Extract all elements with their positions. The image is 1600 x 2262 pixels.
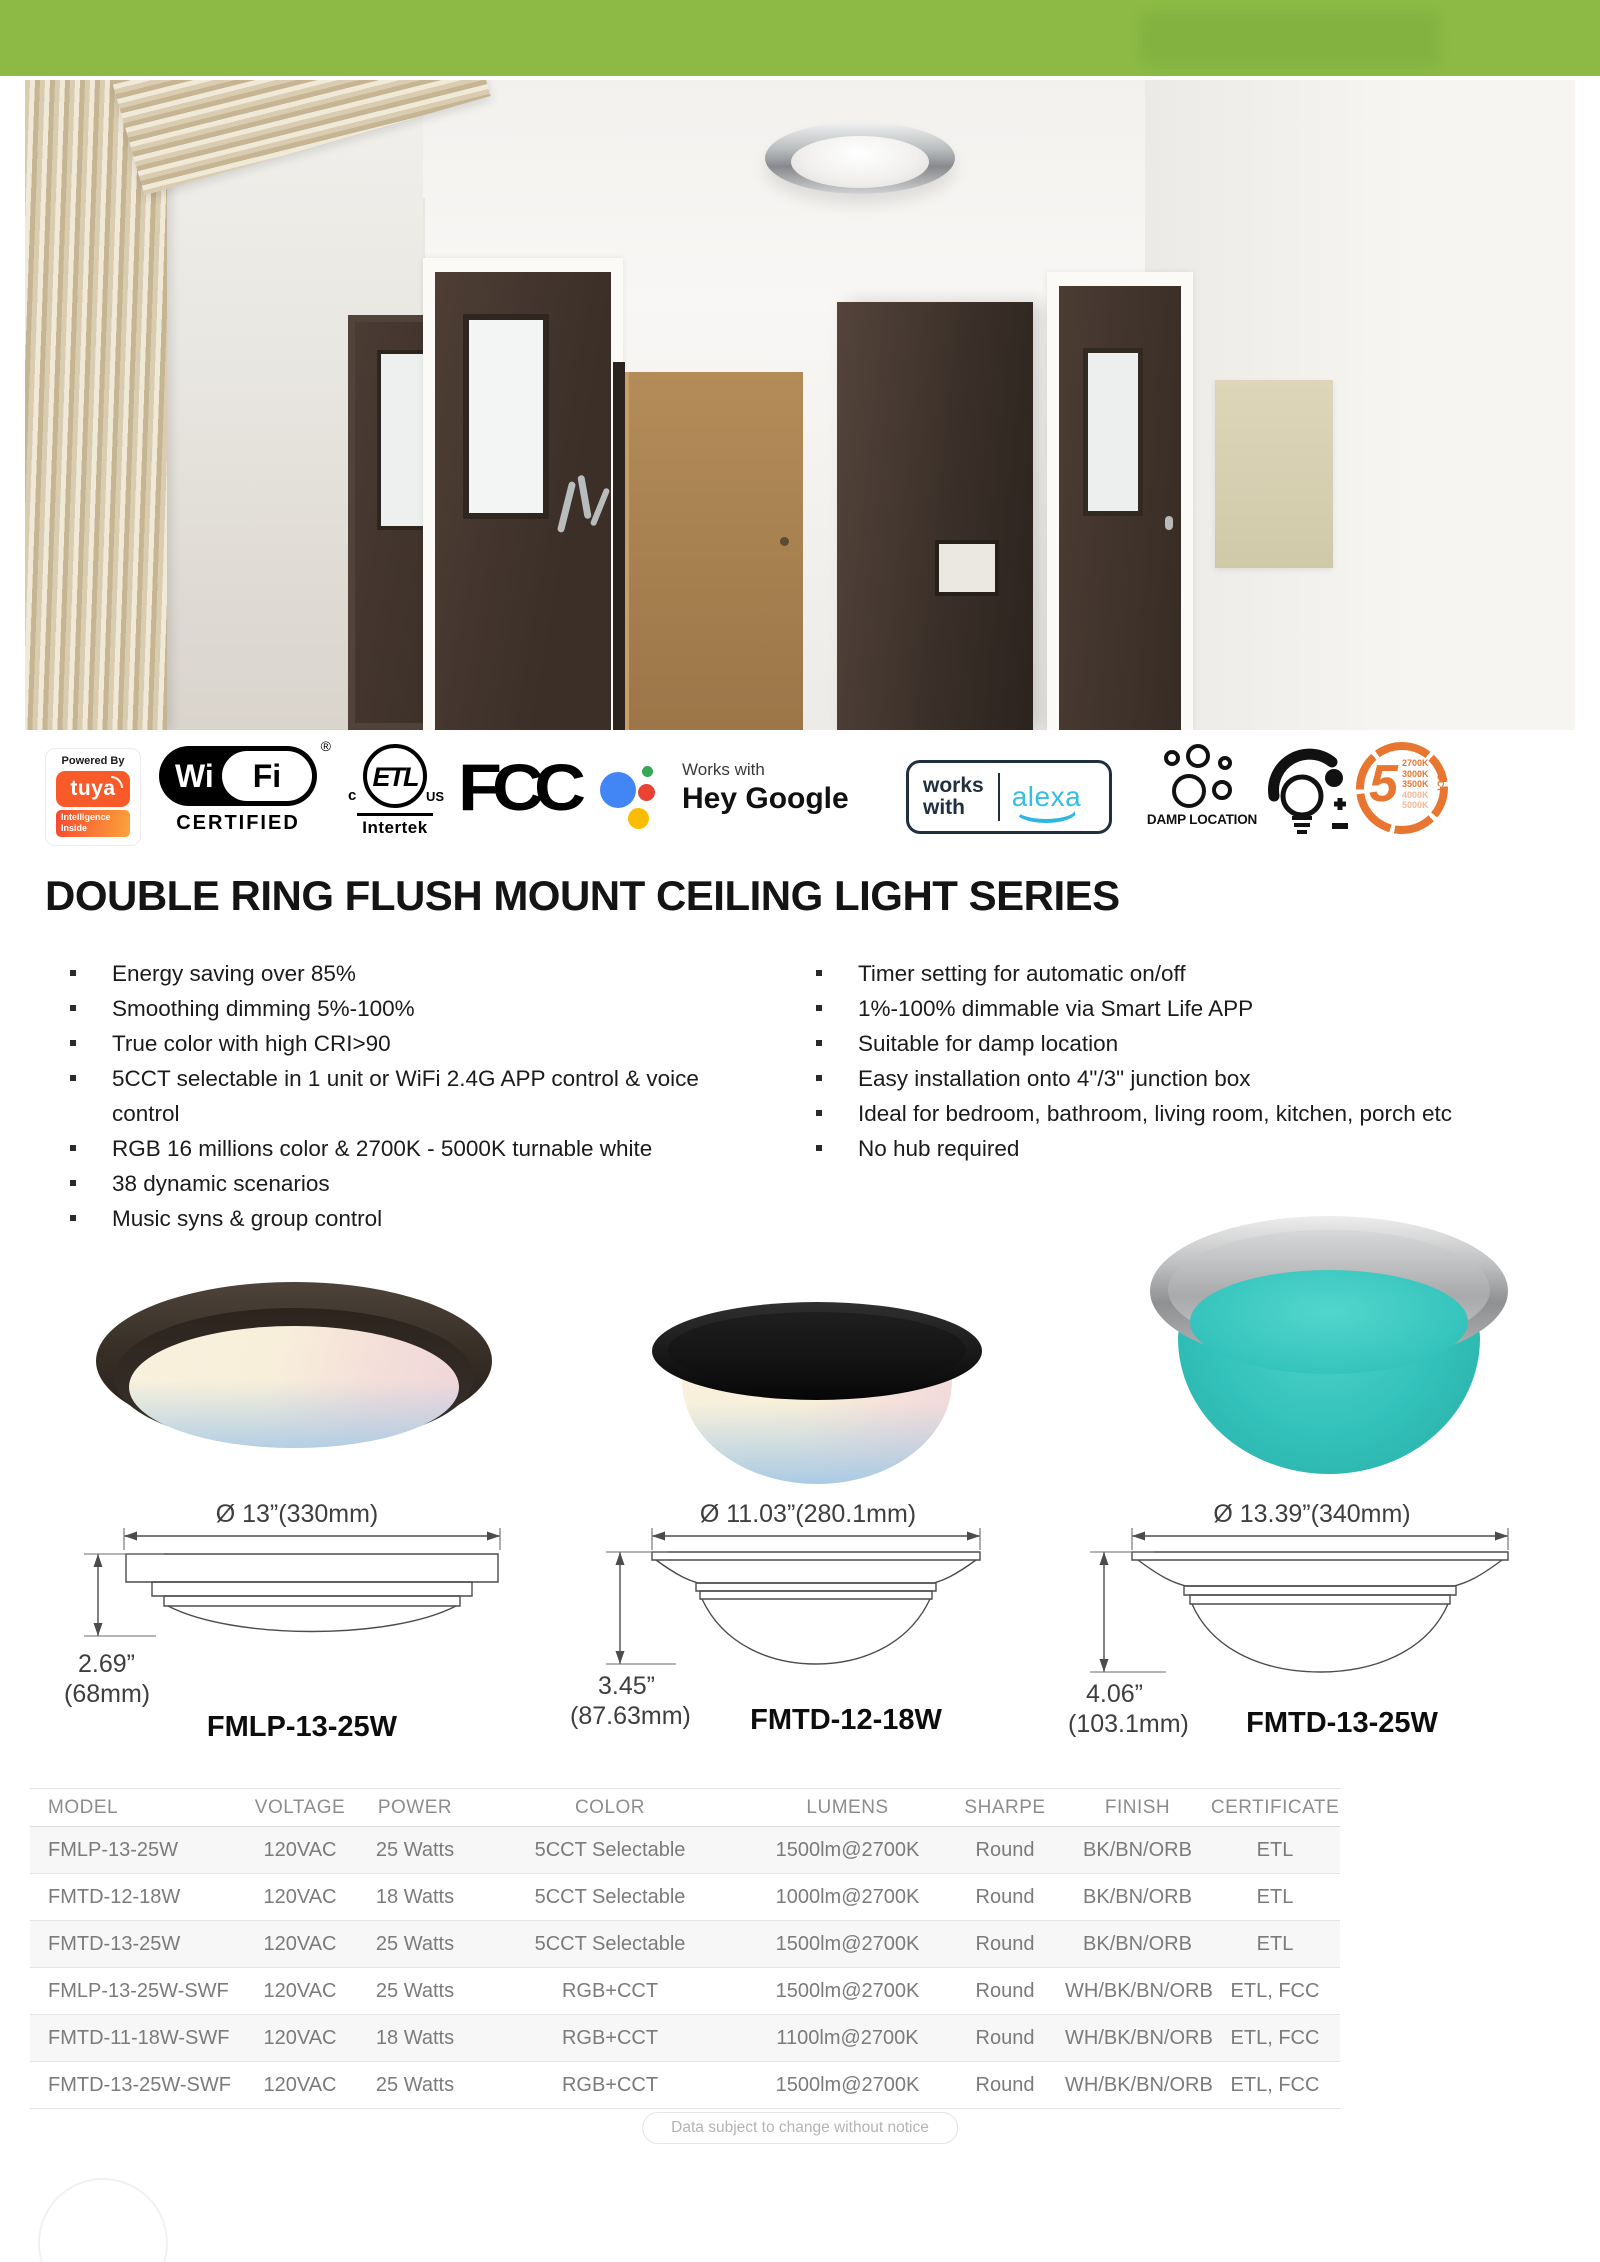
etl-circle-icon bbox=[363, 744, 427, 808]
cell: WH/BK/BN/ORB bbox=[1065, 2026, 1213, 2049]
damp-location-badge bbox=[1146, 748, 1258, 844]
table-header-row bbox=[30, 1789, 1340, 1827]
cell-model: FMTD-11-18W-SWF bbox=[48, 2026, 230, 2049]
hallway-door-oak bbox=[625, 372, 803, 730]
hallway-door-far-right bbox=[1059, 286, 1181, 730]
cell: 25 Watts bbox=[375, 1838, 455, 1861]
product-photo-fmlp-13-25w bbox=[96, 1282, 492, 1462]
page-title: DOUBLE RING FLUSH MOUNT CEILING LIGHT SERIES bbox=[45, 872, 1120, 919]
header-watermark bbox=[1140, 12, 1440, 67]
cell: WH/BK/BN/ORB bbox=[1065, 2073, 1213, 2096]
fcc-badge bbox=[458, 746, 576, 836]
col-model: MODEL bbox=[48, 1796, 119, 1818]
etl-mark bbox=[344, 744, 446, 810]
table-row bbox=[30, 1827, 1340, 1874]
etl-listed-badge bbox=[344, 744, 446, 846]
cell: ETL, FCC bbox=[1230, 2073, 1320, 2096]
cell: RGB+CCT bbox=[561, 2073, 659, 2096]
tuya-tagline bbox=[56, 810, 130, 837]
cell: RGB+CCT bbox=[561, 2026, 659, 2049]
wall-hook-sculpture bbox=[555, 475, 615, 545]
col-color: COLOR bbox=[574, 1796, 646, 1818]
tuya-logo bbox=[56, 771, 130, 807]
model-label: FMLP-13-25W bbox=[206, 1711, 398, 1743]
wifi-wi-text: Wi bbox=[175, 757, 214, 794]
hey-google-badge bbox=[600, 756, 890, 840]
feature-item: Suitable for damp location bbox=[806, 1026, 1496, 1061]
door-glass-pane bbox=[463, 314, 549, 519]
cct-value: 2700K bbox=[1402, 758, 1429, 768]
hallway-wall bbox=[1145, 80, 1575, 730]
cell: 1100lm@2700K bbox=[776, 2026, 919, 2049]
wifi-certified-badge bbox=[152, 738, 331, 846]
wifi-certified-label: CERTIFIED bbox=[176, 812, 300, 834]
cell: Round bbox=[975, 2026, 1035, 2049]
feature-item: Energy saving over 85% bbox=[60, 956, 760, 991]
cell: 120VAC bbox=[263, 1979, 337, 2002]
feature-list-left bbox=[60, 956, 780, 1236]
cell: 18 Watts bbox=[375, 2026, 455, 2049]
cell: ETL bbox=[1256, 1838, 1294, 1861]
alexa-wordmark: alexa bbox=[1011, 781, 1082, 812]
etl-c-label: c bbox=[348, 787, 357, 804]
col-certificate: CERTIFICATE bbox=[1210, 1796, 1340, 1818]
table-row bbox=[30, 1874, 1340, 1921]
diameter-label: Ø 11.03”(280.1mm) bbox=[699, 1500, 917, 1528]
col-finish: FINISH bbox=[1104, 1796, 1171, 1818]
tuya-tagline-line2: Inside bbox=[61, 823, 88, 833]
product-photo-fmtd-13-25w bbox=[1150, 1216, 1508, 1478]
feature-item: 5CCT selectable in 1 unit or WiFi 2.4G APP control & voice control bbox=[60, 1061, 760, 1131]
cell: 25 Watts bbox=[375, 2073, 455, 2096]
cell: Round bbox=[975, 1979, 1035, 2002]
hero-photo bbox=[25, 80, 1575, 730]
cell: 1500lm@2700K bbox=[775, 2073, 920, 2096]
cct-label: CCT bbox=[1434, 773, 1445, 793]
cell: ETL bbox=[1256, 1932, 1294, 1955]
door-knob bbox=[780, 537, 789, 546]
fixture-dome bbox=[791, 136, 929, 188]
cell: ETL bbox=[1256, 1885, 1294, 1908]
model-label: FMTD-13-25W bbox=[1246, 1707, 1438, 1739]
works-with-alexa-badge bbox=[906, 760, 1112, 834]
product-glass-top-teal bbox=[1190, 1270, 1468, 1374]
cct-value: 3500K bbox=[1402, 779, 1429, 789]
product-diffuser bbox=[129, 1326, 459, 1448]
etl-divider bbox=[357, 813, 433, 816]
cell: 25 Watts bbox=[375, 1932, 455, 1955]
hallway-door-right bbox=[837, 302, 1033, 730]
dimension-drawing-fmlp-13-25w bbox=[52, 1494, 532, 1744]
cell: 1500lm@2700K bbox=[775, 1979, 920, 2002]
height-inch-label: 2.69” bbox=[78, 1650, 135, 1678]
height-mm-label: (68mm) bbox=[64, 1680, 151, 1708]
door-handle bbox=[1165, 516, 1173, 530]
cell: 1500lm@2700K bbox=[775, 1838, 920, 1861]
intertek-label: Intertek bbox=[362, 818, 428, 837]
dimension-drawing-fmtd-13-25w bbox=[1062, 1494, 1542, 1744]
cell-model: FMTD-12-18W bbox=[48, 1885, 181, 1908]
google-badge-text bbox=[682, 760, 849, 816]
cct-number: 5 bbox=[1369, 755, 1398, 813]
product-rim-black bbox=[652, 1302, 982, 1400]
cell-model: FMLP-13-25W-SWF bbox=[48, 1979, 229, 2002]
wifi-fi-text: Fi bbox=[252, 758, 282, 794]
feature-item: RGB 16 millions color & 2700K - 5000K turnable white bbox=[60, 1131, 760, 1166]
cell: 120VAC bbox=[263, 1885, 337, 1908]
bubbles-icon bbox=[1146, 748, 1258, 812]
etl-wordmark: ETL bbox=[372, 762, 418, 792]
col-lumens: LUMENS bbox=[806, 1796, 889, 1818]
cell: Round bbox=[975, 1932, 1035, 1955]
alexa-divider bbox=[998, 773, 1000, 821]
alexa-logo bbox=[1012, 781, 1081, 813]
feature-item: Timer setting for automatic on/off bbox=[806, 956, 1496, 991]
tuya-signal-icon bbox=[111, 776, 123, 788]
fcc-logo: FCC bbox=[458, 751, 576, 825]
dimmable-icon bbox=[1266, 744, 1352, 842]
wall-panel bbox=[1215, 380, 1333, 568]
cell: 18 Watts bbox=[375, 1885, 455, 1908]
product-photo-fmtd-12-18w bbox=[652, 1302, 982, 1488]
cell: BK/BN/ORB bbox=[1083, 1885, 1192, 1908]
height-inch-label: 4.06” bbox=[1086, 1680, 1143, 1708]
tuya-badge bbox=[45, 748, 141, 846]
cell: BK/BN/ORB bbox=[1083, 1838, 1192, 1861]
col-sharpe: SHARPE bbox=[964, 1796, 1046, 1818]
cell: 5CCT Selectable bbox=[534, 1885, 686, 1908]
cell-model: FMTD-13-25W bbox=[48, 1932, 181, 1955]
alexa-works-with-label bbox=[909, 775, 984, 819]
footnote-pill: Data subject to change without notice bbox=[642, 2112, 958, 2144]
cell: WH/BK/BN/ORB bbox=[1065, 1979, 1213, 2002]
height-mm-label: (103.1mm) bbox=[1068, 1710, 1189, 1738]
wifi-fi-oval bbox=[222, 751, 312, 801]
cct-value: 5000K bbox=[1402, 800, 1429, 810]
feature-item: True color with high CRI>90 bbox=[60, 1026, 760, 1061]
registered-mark: ® bbox=[320, 738, 331, 754]
cell: 120VAC bbox=[263, 1932, 337, 1955]
door-glass-pane bbox=[1083, 348, 1143, 516]
feature-item: 38 dynamic scenarios bbox=[60, 1166, 760, 1201]
table-row bbox=[30, 1921, 1340, 1968]
table-row bbox=[30, 2062, 1340, 2109]
cell: 1000lm@2700K bbox=[775, 1885, 920, 1908]
alexa-smile-icon bbox=[1014, 807, 1078, 823]
hey-google-label: Hey Google bbox=[682, 782, 849, 815]
cell: Round bbox=[975, 2073, 1035, 2096]
cct-value: 4000K bbox=[1402, 789, 1429, 800]
cell: 5CCT Selectable bbox=[534, 1838, 686, 1861]
cell-model: FMLP-13-25W bbox=[48, 1838, 179, 1861]
alexa-works-line: works bbox=[923, 774, 984, 797]
height-inch-label: 3.45” bbox=[598, 1672, 655, 1700]
tuya-powered-by-label: Powered By bbox=[61, 755, 125, 767]
col-voltage: VOLTAGE bbox=[254, 1796, 346, 1818]
google-assistant-icon bbox=[600, 766, 664, 830]
google-works-with-label: Works with bbox=[682, 760, 765, 779]
wifi-logo bbox=[159, 738, 331, 806]
feature-item: No hub required bbox=[806, 1131, 1496, 1166]
hallway-opening bbox=[613, 362, 625, 730]
cell: 120VAC bbox=[263, 1838, 337, 1861]
feature-item: 1%-100% dimmable via Smart Life APP bbox=[806, 991, 1496, 1026]
feature-item: Ideal for bedroom, bathroom, living room, kitchen, porch etc bbox=[806, 1096, 1496, 1131]
feature-list-right bbox=[806, 956, 1536, 1166]
cell: ETL, FCC bbox=[1230, 2026, 1320, 2049]
alexa-with-line: with bbox=[923, 796, 965, 819]
tuya-wordmark: tuya bbox=[70, 777, 116, 800]
feature-item: Music syns & group control bbox=[60, 1201, 760, 1236]
model-label: FMTD-12-18W bbox=[750, 1704, 942, 1736]
door-glass-pane bbox=[935, 540, 999, 596]
table-row bbox=[30, 1968, 1340, 2015]
height-mm-label: (87.63mm) bbox=[570, 1702, 691, 1730]
cell: Round bbox=[975, 1885, 1035, 1908]
header-bar bbox=[0, 0, 1600, 76]
cell: 1500lm@2700K bbox=[775, 1932, 920, 1955]
col-power: POWER bbox=[377, 1796, 453, 1818]
damp-location-label: DAMP LOCATION bbox=[1146, 812, 1258, 827]
cell: 5CCT Selectable bbox=[534, 1932, 686, 1955]
dimension-drawing-fmtd-12-18w bbox=[556, 1494, 1036, 1744]
cell-model: FMTD-13-25W-SWF bbox=[48, 2073, 231, 2096]
cell: 120VAC bbox=[263, 2073, 337, 2096]
cct-value: 3000K bbox=[1402, 768, 1429, 779]
ceiling-light-fixture bbox=[765, 122, 955, 208]
feature-item: Smoothing dimming 5%-100% bbox=[60, 991, 760, 1026]
cell: 120VAC bbox=[263, 2026, 337, 2049]
cell: RGB+CCT bbox=[561, 1979, 659, 2002]
tuya-tagline-line1: Intelligence bbox=[61, 812, 111, 822]
cell: 25 Watts bbox=[375, 1979, 455, 2002]
feature-item: Easy installation onto 4"/3" junction box bbox=[806, 1061, 1496, 1096]
cct-5-badge bbox=[1356, 742, 1448, 834]
spec-table bbox=[30, 1788, 1340, 2109]
diameter-label: Ø 13”(330mm) bbox=[215, 1500, 379, 1528]
table-row bbox=[30, 2015, 1340, 2062]
corner-decoration bbox=[38, 2178, 168, 2262]
diameter-label: Ø 13.39”(340mm) bbox=[1213, 1500, 1411, 1528]
cell: Round bbox=[975, 1838, 1035, 1861]
cell: ETL, FCC bbox=[1230, 1979, 1320, 2002]
cct-values bbox=[1402, 758, 1429, 811]
cell: BK/BN/ORB bbox=[1083, 1932, 1192, 1955]
etl-us-label: US bbox=[425, 789, 444, 804]
